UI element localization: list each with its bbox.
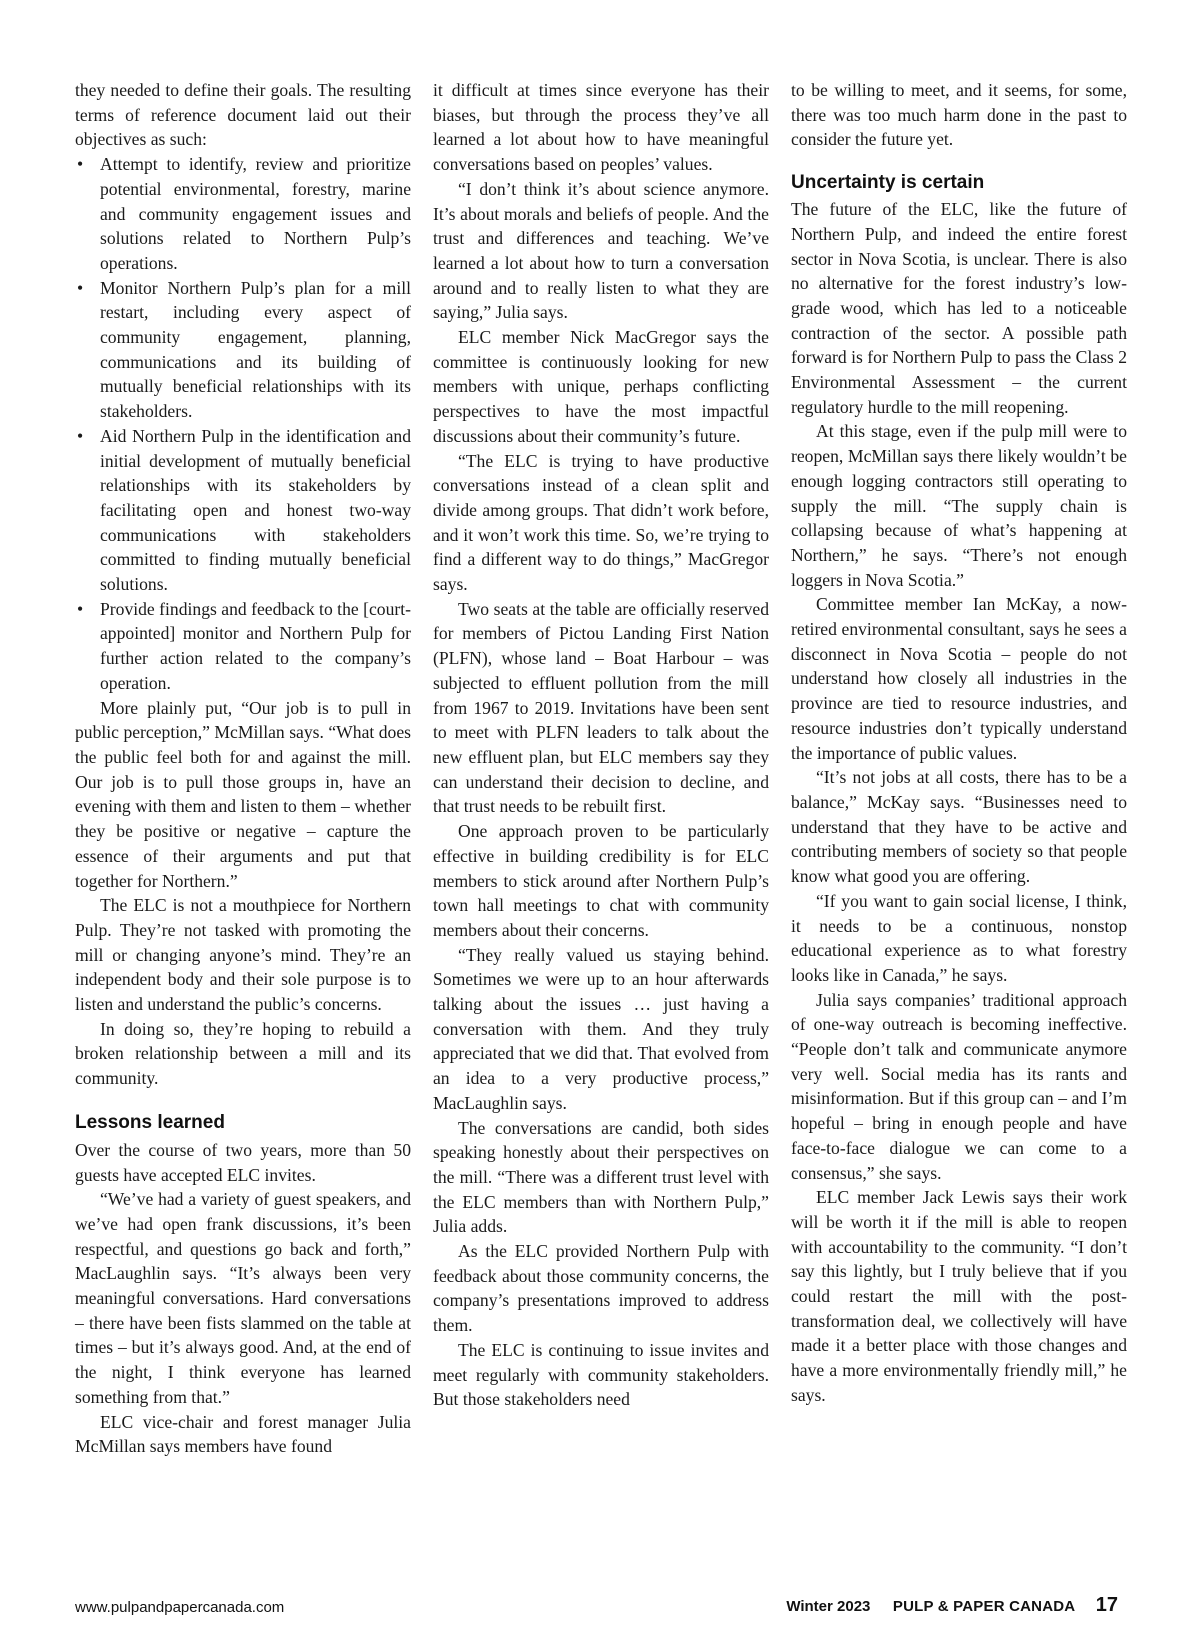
paragraph: ELC member Nick MacGregor says the committee is continuously looking for new members with unique, perhaps conflicting perspectives to have the most impactful discussions about their community’s future. [433, 327, 769, 446]
issue-date: Winter 2023 [786, 1598, 871, 1615]
paragraph: Two seats at the table are officially reserved for members of Pictou Landing First Nation (PLFN), whose land – Boat Harbour – was subjected to effluent pollution from the mill from 1967 to 2019. Invitations have been sent to meet with PLFN leaders to talk about the new effluent plan, but ELC members say they can understand their decision to decline, and that trust needs to be rebuilt first. [433, 598, 769, 817]
paragraph: “If you want to gain social license, I think, it needs to be a continuous, nonstop educational experience as to what forestry looks like in Canada,” he says. [791, 890, 1127, 985]
objectives-list [75, 152, 411, 695]
footer-issue-info [786, 1594, 1118, 1617]
paragraph: The conversations are candid, both sides speaking honestly about their perspectives on the mill. “There was a different trust level with the ELC members than with Northern Pulp,” Julia adds. [433, 1117, 769, 1237]
paragraph: “I don’t think it’s about science anymore. It’s about morals and beliefs of people. And the trust and differences and teaching. We’ve learned a lot about how to turn a conversation around and to really listen to what they are saying,” Julia says. [433, 178, 769, 323]
paragraph: At this stage, even if the pulp mill were to reopen, McMillan says there likely wouldn’t be enough logging contractors still operating to supply the mill. “The supply chain is collapsing because of what’s happening at Northern,” he says. “There’s not enough loggers in Nova Scotia.” [791, 421, 1127, 590]
paragraph: it difficult at times since everyone has their biases, but through the process they’ve all learned a lot about how to have meaningful conversations based on peoples’ values. [433, 80, 769, 175]
paragraph: “They really valued us staying behind. Sometimes we were up to an hour afterwards talking about the issues … just having a conversation with them. And they truly appreciated that we did that. That evolved from an idea to a very productive process,” MacLaughlin says. [433, 944, 769, 1113]
paragraph: “The ELC is trying to have productive conversations instead of a clean split and divide among groups. That didn’t work before, and it won’t work this time. So, we’re trying to find a different way to do things,” MacGregor says. [433, 450, 769, 595]
paragraph: to be willing to meet, and it seems, for some, there was too much harm done in the past to consider the future yet. [791, 80, 1127, 150]
list-item: • Provide findings and feedback to the [court-appointed] monitor and Northern Pulp for further action related to the company’s operation. [75, 597, 411, 696]
article-column-2 [433, 78, 769, 1412]
list-item: • Aid Northern Pulp in the identification and initial development of mutually beneficial relationships with its stakeholders by facilitating open and honest two-way communications with stakeholders committed to finding mutually beneficial solutions. [75, 424, 411, 597]
paragraph: As the ELC provided Northern Pulp with feedback about those community concerns, the company’s presentations improved to address them. [433, 1241, 769, 1336]
paragraph: Julia says companies’ traditional approach of one-way outreach is becoming ineffective. “People don’t talk and communicate anymore very well. Social media has its rants and misinformation. But if this group can – and I’m hopeful – bring in enough people and have face-to-face dialogue we can come to a consensus,” she says. [791, 989, 1127, 1183]
section-heading-lessons-learned: Lessons learned [75, 1111, 225, 1133]
section-heading-uncertainty: Uncertainty is certain [791, 172, 985, 194]
paragraph: Over the course of two years, more than 50 guests have accepted ELC invites. [75, 1139, 411, 1185]
paragraph: they needed to define their goals. The resulting terms of reference document laid out their objectives as such: [75, 80, 411, 150]
paragraph: ELC vice-chair and forest manager Julia McMillan says members have found [75, 1411, 411, 1457]
paragraph: The ELC is continuing to issue invites and meet regularly with community stakeholders. But those stakeholders need [433, 1339, 769, 1410]
paragraph: The ELC is not a mouthpiece for Northern Pulp. They’re not tasked with promoting the mill or changing anyone’s mind. They’re an independent body and their sole purpose is to listen and understand the public’s concerns. [75, 895, 411, 1015]
list-item: • Attempt to identify, review and prioritize potential environmental, forestry, marine and community engagement issues and solutions related to Northern Pulp’s operations. [75, 152, 411, 276]
list-item: • Monitor Northern Pulp’s plan for a mill restart, including every aspect of community engagement, planning, communications and its building of mutually beneficial relationships with its stakeholders. [75, 276, 411, 424]
paragraph: In doing so, they’re hoping to rebuild a broken relationship between a mill and its community. [75, 1018, 411, 1089]
paragraph: “We’ve had a variety of guest speakers, and we’ve had open frank discussions, it’s been respectful, and questions go back and forth,” MacLaughlin says. “It’s always been very meaningful conversations. Hard conversations – there have been fists slammed on the table at times – but it’s always good. And, at the end of the night, I think everyone has learned something from that.” [75, 1189, 411, 1407]
article-column-3 [791, 78, 1127, 1408]
website-url: www.pulpandpapercanada.com [75, 1599, 285, 1616]
paragraph: One approach proven to be particularly effective in building credibility is for ELC members to stick around after Northern Pulp’s town hall meetings to chat with community members about their concerns. [433, 821, 769, 940]
article-column-1 [75, 78, 411, 1459]
paragraph: ELC member Jack Lewis says their work will be worth it if the mill is able to reopen with accountability to the community. “I don’t say this lightly, but I truly believe that if you could restart the mill with the post-transformation deal, we collectively will have made it a better place with those changes and have a more environmentally friendly mill,” he says. [791, 1187, 1127, 1405]
paragraph: The future of the ELC, like the future of Northern Pulp, and indeed the entire forest sector in Nova Scotia, is unclear. There is also no alternative for the forest industry’s low-grade wood, which has led to a noticeable contraction of the sector. A possible path forward is for Northern Pulp to pass the Class 2 Environmental Assessment – the current regulatory hurdle to the mill reopening. [791, 199, 1127, 417]
magazine-name: PULP & PAPER CANADA [892, 1598, 1076, 1615]
page-footer [75, 1594, 1118, 1624]
paragraph: More plainly put, “Our job is to pull in public perception,” McMillan says. “What does the public feel both for and against the mill. Our job is to pull those groups in, have an evening with them and listen to them – whether they be positive or negative – capture the essence of their arguments and put that together for Northern.” [75, 697, 411, 891]
paragraph: Committee member Ian McKay, a now-retired environmental consultant, says he sees a disconnect in Nova Scotia – people do not understand how closely all industries in the province are tied to resource industries, and resource industries don’t typically understand the importance of public values. [791, 594, 1127, 763]
page-number: 17 [1095, 1594, 1118, 1616]
paragraph: “It’s not jobs at all costs, there has to be a balance,” McKay says. “Businesses need to understand that they have to be active and contributing members of society so that people know what good you are offering. [791, 767, 1127, 887]
